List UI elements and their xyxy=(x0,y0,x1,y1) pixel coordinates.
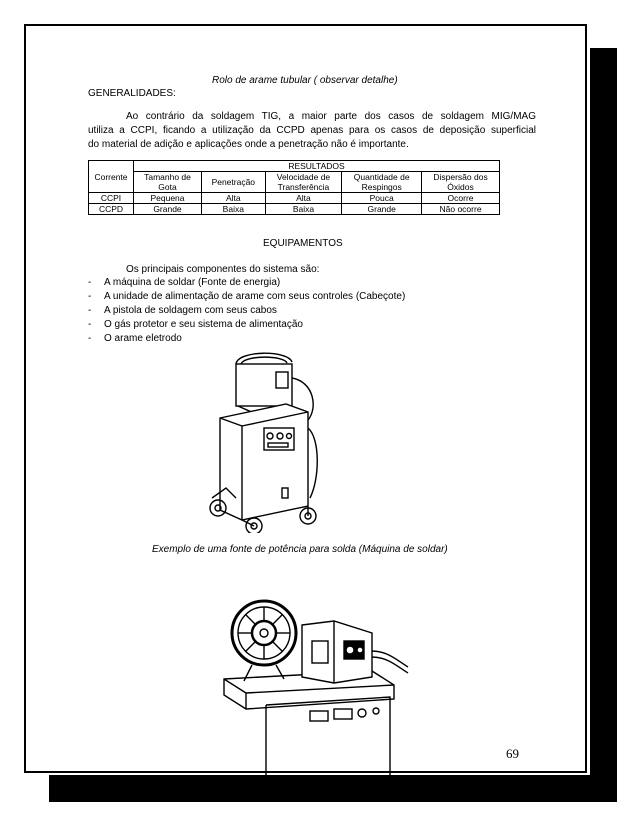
top-caption: Rolo de arame tubular ( observar detalhe) xyxy=(212,75,398,86)
page-shadow-bottom xyxy=(49,775,617,802)
column-header: Penetração xyxy=(201,172,265,193)
table-row: CCPD Grande Baixa Baixa Grande Não ocorre xyxy=(89,204,500,215)
column-header: Tamanho de Gota xyxy=(134,172,202,193)
results-table xyxy=(88,160,500,215)
table-corner: Corrente xyxy=(89,161,134,193)
page-number: 69 xyxy=(506,746,519,761)
welding-machine-illustration xyxy=(196,348,336,533)
equipment-intro: Os principais componentes do sistema são: xyxy=(126,264,320,275)
table-row: CCPI Pequena Alta Alta Pouca Ocorre xyxy=(89,193,500,204)
section-title: GENERALIDADES: xyxy=(88,88,176,99)
figure-caption: Exemplo de uma fonte de potência para solda (Máquina de soldar) xyxy=(152,544,448,555)
paragraph-line-1: Ao contrário da soldagem TIG, a maior parte dos casos de soldagem MIG/MAG xyxy=(126,111,536,122)
equipment-title: EQUIPAMENTOS xyxy=(263,238,343,249)
paragraph-line-2: utiliza a CCPI, ficando a utilização da CCPD apenas para os casos de deposição superficial xyxy=(88,125,536,136)
column-header: Quantidade de Respingos xyxy=(342,172,422,193)
column-header: Dispersão dos Óxidos xyxy=(422,172,500,193)
wire-feeder-illustration xyxy=(222,581,412,776)
column-header: Velocidade de Transferência xyxy=(265,172,342,193)
page-shadow-right xyxy=(590,48,617,802)
paragraph-line-3: do material de adição e aplicações onde a penetração não é importante. xyxy=(88,139,409,150)
document-page: Rolo de arame tubular ( observar detalhe) GENERALIDADES: Ao contrário da soldagem TIG, a maior parte dos casos de soldagem MIG/MAG utiliza a CCPI, ficando a utilização da CCPD apenas para os casos de deposição superficial do material de adição e aplicações onde a penetração não é importante. Corrente RESULTADOS Tamanho de Gota Penetração Velocidade de Transferência Quantidade de Respingos Dispersão dos Óxidos CCPI Pequena Alta Alta Pouca Ocorre CCPD Grande Baixa Baixa Grande Não ocorre EQUIPAMENTOS Os principais componentes do sistema são: - A máquina de soldar (Fonte de energia) - A unidade de alimentação de arame com seus controles (Cabeçote) - A pistola de soldagem com seus cabos - O gás protetor e seu sistema de alimentação - O arame eletrodo Exemplo de uma fonte de potência para solda (Máquina de soldar) 69 xyxy=(24,24,587,773)
table-group-header: RESULTADOS xyxy=(134,161,500,172)
